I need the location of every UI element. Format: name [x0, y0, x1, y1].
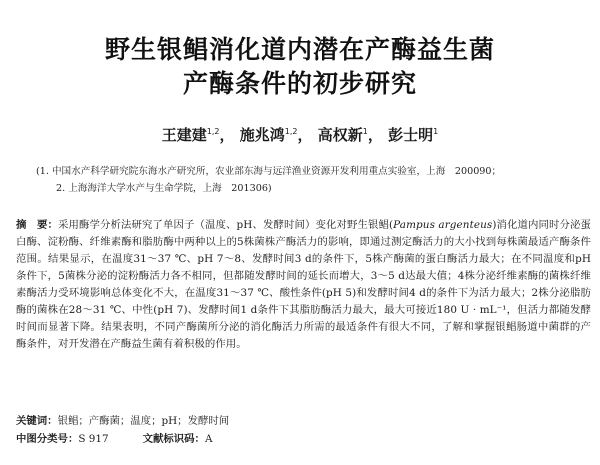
abstract-text-start: 采用酶学分析法研究了单因子（温度、pH、发酵时间）变化对野生银鲳( — [58, 219, 394, 231]
author-affiliation-marker: 1 — [362, 127, 368, 136]
author-affiliation-marker: 1,2 — [284, 127, 298, 136]
author-affiliation-marker: 1,2 — [206, 127, 220, 136]
abstract-label: 摘 要： — [16, 219, 59, 231]
abstract-text-rest: )消化道内同时分泌蛋白酶、淀粉酶、纤维素酶和脂肪酶中两种以上的5株菌株产酶活力的影响，即通过测定酶活力的大小找到每株菌最适产酶条件范围。结果显示，在温度31～37 ℃、pH 7～8、发酵时间3 d的条件下，5株产酶菌的蛋白酶活力最大；在不同温度和pH条件下，5菌株分泌的淀粉酶活力各不相同，但都随发酵时间的延长而增大，3～5 d达最大值；4株分泌纤维素酶的菌株纤维素酶活力受环境影响总体变化不大，在温度31～37 ℃、酸性条件(pH 5)和发酵时间4 d的条件下为活力最大；2株分泌脂肪酶的菌株在28～31 ℃、中性(pH 7)、发酵时间1 d条件下其脂肪酶活力最大，最大可接近180 U · mL⁻¹，但活力都随发酵时间而显著下降。结果表明，不同产酶菌所分泌的消化酶活力所需的最适条件有很大不同，了解和掌握银鲳肠道中菌群的产酶条件，对开发潜在产酶益生菌有着积极的作用。 — [16, 219, 591, 350]
author-affiliation-marker: 1 — [433, 127, 439, 136]
keywords-label: 关键词： — [16, 415, 58, 427]
classification-line — [16, 430, 212, 445]
clc-label: 中图分类号： — [16, 433, 79, 445]
paper-title-line-2: 产酶条件的初步研究 — [182, 69, 417, 98]
author-list — [0, 124, 600, 145]
keywords-line — [16, 412, 229, 427]
species-latin-name: Pampus argenteus — [393, 219, 493, 231]
affiliation-line-1: (1. 中国水产科学研究院东海水产研究所，农业部东海与远洋渔业资源开发利用重点实验室，上海 200090； — [36, 166, 502, 177]
author-name: 王建建 — [161, 126, 207, 144]
doc-code-label: 文献标识码： — [142, 433, 205, 445]
author-name: 彭士明 — [388, 126, 434, 144]
paper-title-line-1: 野生银鲳消化道内潜在产酶益生菌 — [104, 35, 495, 64]
abstract — [16, 217, 591, 353]
author-separator: ， — [367, 126, 389, 144]
clc-value: S 917 — [78, 433, 109, 445]
author-separator: ， — [297, 126, 318, 144]
doc-code-value: A — [204, 433, 213, 445]
keywords-text: 银鲳；产酶菌；温度；pH；发酵时间 — [57, 415, 230, 427]
author-separator: ， — [219, 126, 240, 144]
affiliation-line-2: 2. 上海海洋大学水产与生命学院，上海 201306) — [56, 183, 272, 194]
author-name: 高权新 — [317, 126, 363, 144]
author-name: 施兆鸿 — [239, 126, 285, 144]
